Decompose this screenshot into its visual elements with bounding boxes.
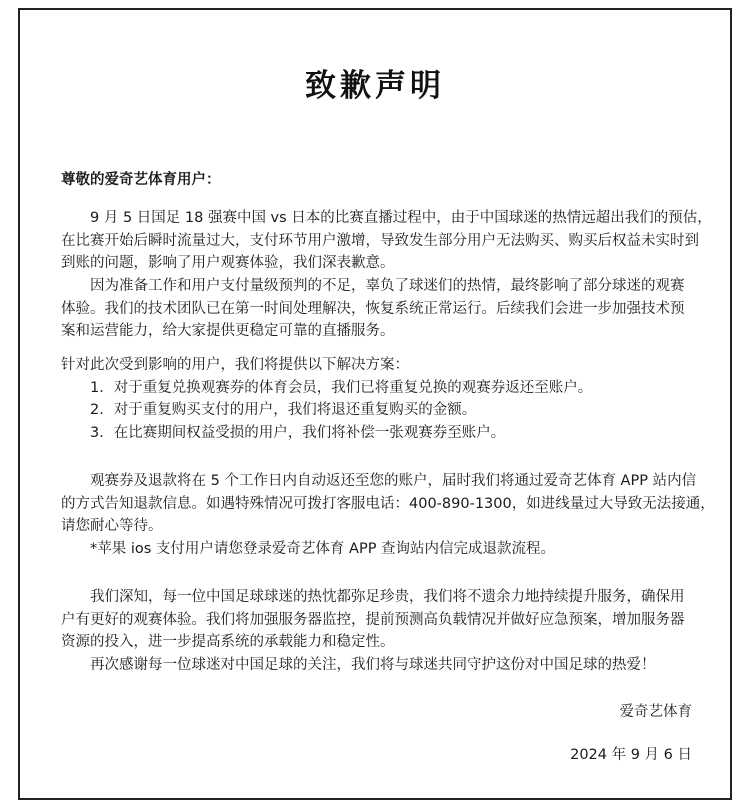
- paragraph-commitment: [61, 586, 721, 676]
- salutation: 尊敬的爱奇艺体育用户：: [61, 172, 221, 188]
- signature-date: 2024 年 9 月 6 日: [570, 747, 692, 763]
- solution-item: 3．在比赛期间权益受损的用户，我们将补偿一张观赛券至账户。: [90, 424, 506, 441]
- paragraph-line: 在比赛开始后瞬时流量过大，支付环节用户激增，导致发生部分用户无法购买、购买后权益未实时到: [61, 232, 699, 249]
- paragraph-line: 案和运营能力，给大家提供更稳定可靠的直播服务。: [61, 323, 395, 340]
- paragraph-line: 资源的投入，进一步提高系统的承载能力和稳定性。: [61, 634, 395, 651]
- paragraph-line: 户有更好的观赛体验。我们将加强服务器监控，提前预测高负载情况并做好应急预案，增加服务器: [61, 611, 685, 628]
- paragraph-incident: [61, 207, 721, 275]
- ios-note: *苹果 ios 支付用户请您登录爱奇艺体育 APP 查询站内信完成退款流程。: [90, 540, 556, 557]
- solution-item: 1．对于重复兑换观赛券的体育会员，我们已将重复兑换的观赛券返还至账户。: [90, 379, 593, 396]
- solutions-intro: 针对此次受到影响的用户，我们将提供以下解决方案：: [61, 357, 409, 373]
- paragraph-line: 9 月 5 日国足 18 强赛中国 vs 日本的比赛直播过程中，由于中国球迷的热情远超出我们的预估，: [90, 210, 712, 226]
- paragraph-line: 请您耐心等待。: [61, 518, 163, 535]
- paragraph-line: 到账的问题，影响了用户观赛体验，我们深表歉意。: [61, 255, 395, 272]
- paragraph-line: 我们深知，每一位中国足球球迷的热忱都弥足珍贵，我们将不遗余力地持续提升服务，确保用: [90, 589, 685, 605]
- signature-org: 爱奇艺体育: [619, 704, 692, 720]
- paragraph-line: 观赛券及退款将在 5 个工作日内自动返还至您的账户，届时我们将通过爱奇艺体育 APP 站内信: [90, 473, 697, 489]
- paragraph-refund: [61, 470, 721, 560]
- solution-item: 2．对于重复购买支付的用户，我们将退还重复购买的金额。: [90, 402, 477, 419]
- paragraph-reason: [61, 275, 721, 343]
- paragraph-line: 体验。我们的技术团队已在第一时间处理解决，恢复系统正常运行。后续我们会进一步加强技术预: [61, 300, 685, 317]
- paragraph-line: 的方式告知退款信息。如遇特殊情况可拨打客服电话：400-890-1300，如进线量过大导致无法接通，: [61, 495, 715, 512]
- closing-line: 再次感谢每一位球迷对中国足球的关注，我们将与球迷共同守护这份对中国足球的热爱！: [90, 656, 656, 673]
- page-title: 致歉声明: [305, 68, 445, 104]
- solutions-section: [61, 354, 721, 444]
- paragraph-line: 因为准备工作和用户支付量级预判的不足，辜负了球迷们的热情，最终影响了部分球迷的观赛: [90, 278, 685, 294]
- statement-document: [18, 8, 732, 800]
